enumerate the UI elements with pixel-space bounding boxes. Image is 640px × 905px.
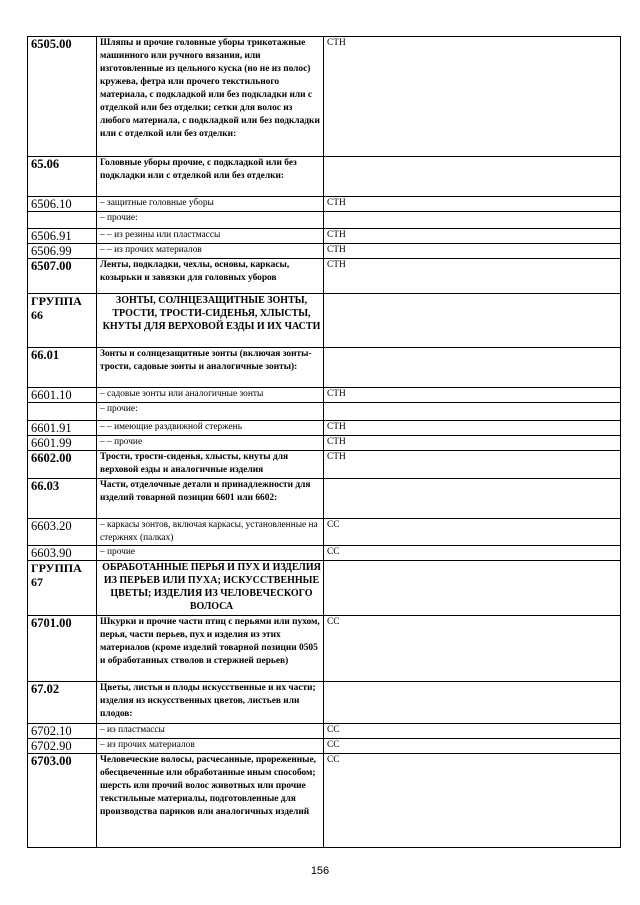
document-cell: СТН [324, 37, 621, 157]
description-cell: Шкурки и прочие части птиц с перьями или пухом, перья, части перьев, пух и изделия из этих материалов (кроме изделий товарной позиции 0505 и обработанных стволов и стержней перьев) [97, 616, 324, 682]
description-cell: – защитные головные уборы [97, 197, 324, 212]
document-cell: СС [324, 724, 621, 739]
document-cell [324, 682, 621, 724]
group-code-cell: ГРУППА 66 [28, 294, 97, 348]
table-row [28, 229, 621, 244]
description-cell: – прочие: [97, 212, 324, 229]
code-cell: 6603.90 [28, 546, 97, 561]
code-cell: 6601.99 [28, 436, 97, 451]
table-row [28, 403, 621, 421]
table-row [28, 724, 621, 739]
code-cell: 6703.00 [28, 754, 97, 848]
code-cell: 6601.10 [28, 388, 97, 403]
table-row [28, 244, 621, 259]
document-cell [324, 157, 621, 197]
table-row [28, 197, 621, 212]
document-cell: СТН [324, 229, 621, 244]
code-cell: 6506.99 [28, 244, 97, 259]
code-cell: 6507.00 [28, 259, 97, 294]
document-cell: СС [324, 519, 621, 546]
code-cell: 6506.10 [28, 197, 97, 212]
table-row [28, 37, 621, 157]
description-cell: Цветы, листья и плоды искусственные и их части; изделия из искусственных цветов, листьев или плодов: [97, 682, 324, 724]
description-cell: – – из резины или пластмассы [97, 229, 324, 244]
table-row [28, 682, 621, 724]
table-row [28, 739, 621, 754]
document-cell: СТН [324, 388, 621, 403]
description-cell: – из прочих материалов [97, 739, 324, 754]
description-cell: Головные уборы прочие, с подкладкой или без подкладки или с отделкой или без отделки: [97, 157, 324, 197]
group-title-cell: ЗОНТЫ, СОЛНЦЕЗАЩИТНЫЕ ЗОНТЫ, ТРОСТИ, ТРОСТИ-СИДЕНЬЯ, ХЛЫСТЫ, КНУТЫ ДЛЯ ВЕРХОВОЙ ЕЗДЫ И ИХ ЧАСТИ [97, 294, 324, 348]
table-row [28, 479, 621, 519]
description-cell: – – прочие [97, 436, 324, 451]
table-row [28, 421, 621, 436]
table-row [28, 451, 621, 479]
description-cell: Шляпы и прочие головные уборы трикотажные машинного или ручного вязания, или изготовленные из цельного куска (но не из полос) кружева, фетра или прочего текстильного материала, с подкладкой или без подкладки или с отделкой или без отделки; сетки для волос из любого материала, с подкладкой или без подкладки или с отделкой или без отделки: [97, 37, 324, 157]
table-row [28, 546, 621, 561]
tariff-table [27, 36, 621, 848]
description-cell: – прочие: [97, 403, 324, 421]
table-row [28, 294, 621, 348]
description-cell: – садовые зонты или аналогичные зонты [97, 388, 324, 403]
description-cell: – из пластмассы [97, 724, 324, 739]
document-cell: СС [324, 616, 621, 682]
document-cell: СС [324, 754, 621, 848]
table-row [28, 561, 621, 616]
document-cell: СС [324, 739, 621, 754]
document-cell [324, 294, 621, 348]
code-cell: 6701.00 [28, 616, 97, 682]
description-cell: Ленты, подкладки, чехлы, основы, каркасы, козырьки и завязки для головных уборов [97, 259, 324, 294]
document-cell: СС [324, 546, 621, 561]
document-cell: СТН [324, 436, 621, 451]
description-cell: – прочие [97, 546, 324, 561]
document-cell [324, 212, 621, 229]
code-cell: 6506.91 [28, 229, 97, 244]
code-cell [28, 212, 97, 229]
description-cell: Трости, трости-сиденья, хлысты, кнуты для верховой езды и аналогичные изделия [97, 451, 324, 479]
code-cell: 6601.91 [28, 421, 97, 436]
document-cell [324, 348, 621, 388]
code-cell: 6602.00 [28, 451, 97, 479]
table-row [28, 259, 621, 294]
table-row [28, 519, 621, 546]
code-cell [28, 403, 97, 421]
code-cell: 65.06 [28, 157, 97, 197]
document-cell [324, 479, 621, 519]
description-cell: – – из прочих материалов [97, 244, 324, 259]
document-cell: СТН [324, 421, 621, 436]
group-title-cell: ОБРАБОТАННЫЕ ПЕРЬЯ И ПУХ И ИЗДЕЛИЯ ИЗ ПЕРЬЕВ ИЛИ ПУХА; ИСКУССТВЕННЫЕ ЦВЕТЫ; ИЗДЕЛИЯ ИЗ ЧЕЛОВЕЧЕСКОГО ВОЛОСА [97, 561, 324, 616]
group-code-cell: ГРУППА 67 [28, 561, 97, 616]
page-number: 156 [310, 865, 330, 877]
table-row [28, 388, 621, 403]
document-cell [324, 561, 621, 616]
description-cell: – – имеющие раздвижной стержень [97, 421, 324, 436]
document-cell: СТН [324, 451, 621, 479]
code-cell: 6702.10 [28, 724, 97, 739]
code-cell: 66.03 [28, 479, 97, 519]
description-cell: Части, отделочные детали и принадлежности для изделий товарной позиции 6601 или 6602: [97, 479, 324, 519]
table-row [28, 616, 621, 682]
code-cell: 6505.00 [28, 37, 97, 157]
code-cell: 66.01 [28, 348, 97, 388]
document-cell [324, 403, 621, 421]
table-row [28, 212, 621, 229]
table-row [28, 157, 621, 197]
document-cell: СТН [324, 259, 621, 294]
code-cell: 6702.90 [28, 739, 97, 754]
code-cell: 6603.20 [28, 519, 97, 546]
document-cell: СТН [324, 244, 621, 259]
description-cell: Зонты и солнцезащитные зонты (включая зонты-трости, садовые зонты и аналогичные зонты): [97, 348, 324, 388]
table-row [28, 436, 621, 451]
table-row [28, 348, 621, 388]
description-cell: Человеческие волосы, расчесанные, прореженные, обесцвеченные или обработанные иным способом; шерсть или прочий волос животных или прочие текстильные материалы, подготовленные для производства париков или аналогичных изделий [97, 754, 324, 848]
description-cell: – каркасы зонтов, включая каркасы, установленные на стержнях (палках) [97, 519, 324, 546]
table-row [28, 754, 621, 848]
code-cell: 67.02 [28, 682, 97, 724]
document-cell: СТН [324, 197, 621, 212]
